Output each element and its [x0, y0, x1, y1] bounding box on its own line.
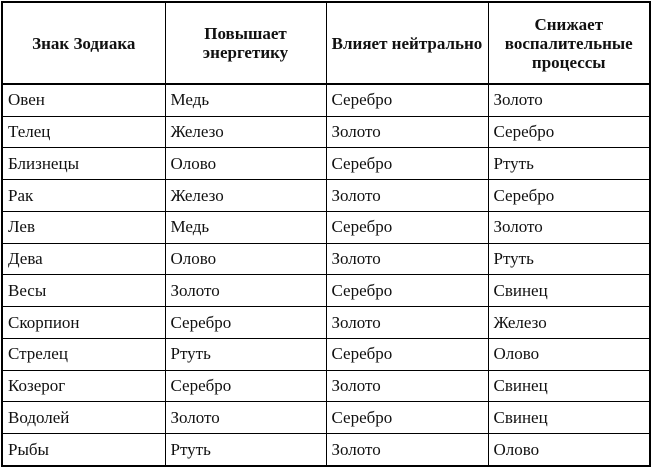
neutral-metal-cell: Серебро — [326, 338, 488, 370]
inflammation-metal-cell: Золото — [488, 84, 650, 116]
table-header — [2, 2, 650, 84]
neutral-metal-cell: Серебро — [326, 84, 488, 116]
inflammation-metal-cell: Ртуть — [488, 243, 650, 275]
zodiac-sign-cell: Овен — [2, 84, 165, 116]
table-row — [2, 211, 650, 243]
table-row — [2, 370, 650, 402]
neutral-metal-cell: Золото — [326, 180, 488, 212]
neutral-metal-cell: Серебро — [326, 275, 488, 307]
neutral-metal-cell: Серебро — [326, 211, 488, 243]
inflammation-metal-cell: Свинец — [488, 275, 650, 307]
zodiac-sign-cell: Близнецы — [2, 148, 165, 180]
header-row — [2, 2, 650, 84]
energy-metal-cell: Медь — [165, 211, 326, 243]
table-body — [2, 84, 650, 466]
header-boosts-energy: Повышает энергетику — [165, 2, 326, 84]
zodiac-sign-cell: Водолей — [2, 402, 165, 434]
energy-metal-cell: Железо — [165, 116, 326, 148]
zodiac-sign-cell: Дева — [2, 243, 165, 275]
zodiac-sign-cell: Скорпион — [2, 307, 165, 339]
table-row — [2, 180, 650, 212]
table-row — [2, 434, 650, 466]
table-row — [2, 116, 650, 148]
zodiac-sign-cell: Рак — [2, 180, 165, 212]
zodiac-sign-cell: Весы — [2, 275, 165, 307]
energy-metal-cell: Серебро — [165, 307, 326, 339]
inflammation-metal-cell: Олово — [488, 338, 650, 370]
zodiac-sign-cell: Лев — [2, 211, 165, 243]
inflammation-metal-cell: Серебро — [488, 116, 650, 148]
energy-metal-cell: Олово — [165, 243, 326, 275]
header-neutral-effect: Влияет нейтрально — [326, 2, 488, 84]
inflammation-metal-cell: Ртуть — [488, 148, 650, 180]
inflammation-metal-cell: Железо — [488, 307, 650, 339]
table-row — [2, 402, 650, 434]
neutral-metal-cell: Золото — [326, 116, 488, 148]
energy-metal-cell: Золото — [165, 275, 326, 307]
table-row — [2, 275, 650, 307]
zodiac-sign-cell: Телец — [2, 116, 165, 148]
table-row — [2, 84, 650, 116]
energy-metal-cell: Золото — [165, 402, 326, 434]
inflammation-metal-cell: Золото — [488, 211, 650, 243]
inflammation-metal-cell: Олово — [488, 434, 650, 466]
table-row — [2, 307, 650, 339]
neutral-metal-cell: Золото — [326, 307, 488, 339]
inflammation-metal-cell: Серебро — [488, 180, 650, 212]
energy-metal-cell: Медь — [165, 84, 326, 116]
energy-metal-cell: Железо — [165, 180, 326, 212]
table-row — [2, 338, 650, 370]
neutral-metal-cell: Серебро — [326, 402, 488, 434]
zodiac-metals-table — [1, 1, 651, 467]
neutral-metal-cell: Золото — [326, 370, 488, 402]
header-reduces-inflammation: Снижает воспалительные процессы — [488, 2, 650, 84]
zodiac-sign-cell: Стрелец — [2, 338, 165, 370]
energy-metal-cell: Ртуть — [165, 338, 326, 370]
energy-metal-cell: Серебро — [165, 370, 326, 402]
table-row — [2, 243, 650, 275]
header-zodiac-sign: Знак Зодиака — [2, 2, 165, 84]
zodiac-sign-cell: Козерог — [2, 370, 165, 402]
inflammation-metal-cell: Свинец — [488, 370, 650, 402]
neutral-metal-cell: Золото — [326, 243, 488, 275]
table-row — [2, 148, 650, 180]
energy-metal-cell: Ртуть — [165, 434, 326, 466]
neutral-metal-cell: Золото — [326, 434, 488, 466]
neutral-metal-cell: Серебро — [326, 148, 488, 180]
energy-metal-cell: Олово — [165, 148, 326, 180]
zodiac-sign-cell: Рыбы — [2, 434, 165, 466]
inflammation-metal-cell: Свинец — [488, 402, 650, 434]
